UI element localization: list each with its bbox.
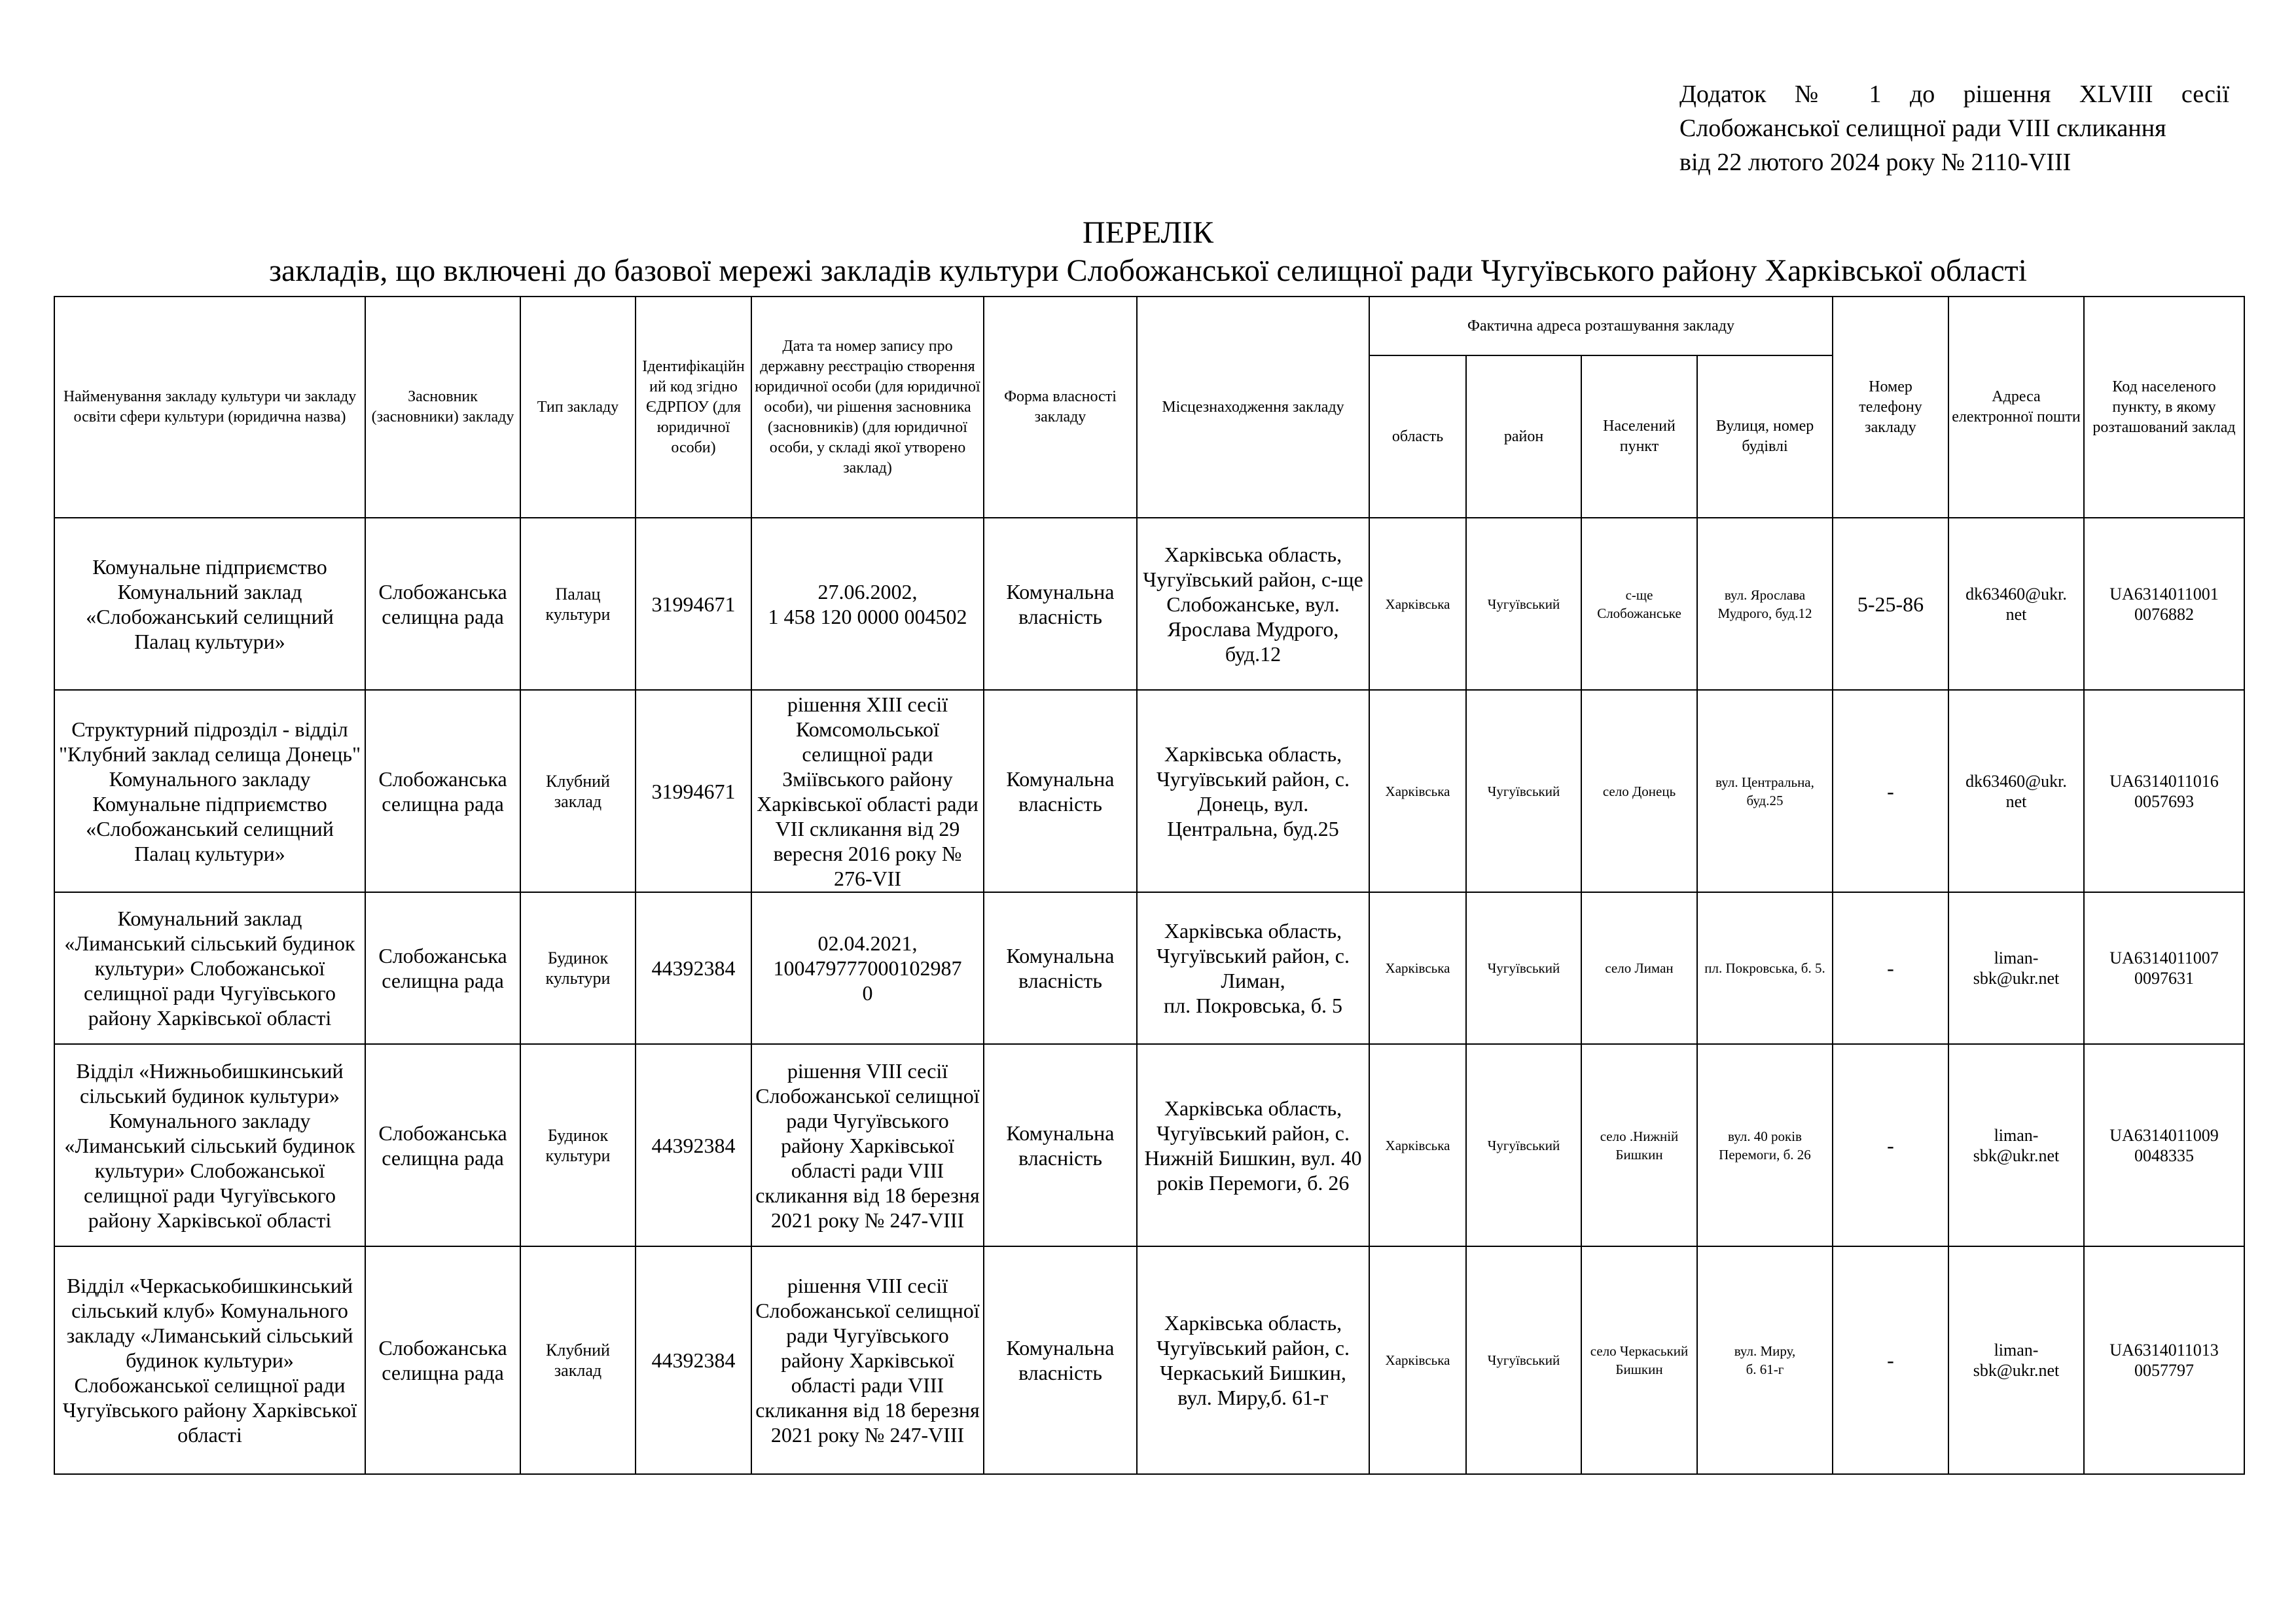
cell-name: Комунальний заклад «Лиманський сільський будинок культури» Слобожанської селищної ради Чугуївського району Харківської області <box>54 892 365 1044</box>
cell-edrpou: 44392384 <box>636 892 751 1044</box>
header-street: Вулиця, номер будівлі <box>1697 355 1833 518</box>
cell-founder: Слобожанська селищна рада <box>365 518 520 690</box>
cell-registry: 27.06.2002, 1 458 120 0000 004502 <box>751 518 984 690</box>
cell-name: Структурний підрозділ - відділ "Клубний заклад селища Донець" Комунального закладу Комунальне підприємство «Слобожанський селищний Палац культури» <box>54 690 365 892</box>
cell-ownership: Комунальна власність <box>984 518 1137 690</box>
cell-location: Харківська область, Чугуївський район, с. Лиман, пл. Покровська, б. 5 <box>1137 892 1369 1044</box>
cell-location: Харківська область, Чугуївський район, с. Нижній Бишкин, вул. 40 років Перемоги, б. 26 <box>1137 1044 1369 1246</box>
cell-district: Чугуївський <box>1466 1246 1581 1474</box>
cell-name: Комунальне підприємство Комунальний заклад «Слобожанський селищний Палац культури» <box>54 518 365 690</box>
header-name: Найменування закладу культури чи закладу освіти сфери культури (юридична назва) <box>54 297 365 518</box>
header-ownership: Форма власності закладу <box>984 297 1137 518</box>
cell-type: Палац культури <box>520 518 636 690</box>
cell-settlement: село .Нижній Бишкин <box>1581 1044 1697 1246</box>
cell-code: UA6314011013 0057797 <box>2084 1246 2244 1474</box>
cell-region: Харківська <box>1369 1246 1466 1474</box>
cell-phone: - <box>1833 690 1948 892</box>
cell-location: Харківська область, Чугуївський район, с-ще Слобожанське, вул. Ярослава Мудрого, буд.12 <box>1137 518 1369 690</box>
header-settlement: Населений пункт <box>1581 355 1697 518</box>
cell-region: Харківська <box>1369 892 1466 1044</box>
header-location: Місцезнаходження закладу <box>1137 297 1369 518</box>
document-title: ПЕРЕЛІК <box>1083 215 1213 250</box>
cell-ownership: Комунальна власність <box>984 1246 1137 1474</box>
cell-email: dk63460@ukr. net <box>1948 690 2084 892</box>
cell-district: Чугуївський <box>1466 690 1581 892</box>
annex-line-2: Слобожанської селищної ради VIII скликання <box>1679 115 2166 142</box>
cell-phone: - <box>1833 892 1948 1044</box>
institutions-table <box>54 296 2245 1475</box>
cell-founder: Слобожанська селищна рада <box>365 892 520 1044</box>
header-edrpou: Ідентифікаційний код згідно ЄДРПОУ (для юридичної особи) <box>636 297 751 518</box>
cell-email: liman- sbk@ukr.net <box>1948 892 2084 1044</box>
table-row <box>54 892 2244 1044</box>
cell-code: UA6314011001 0076882 <box>2084 518 2244 690</box>
cell-registry: рішення XIII сесії Комсомольської селищної ради Зміївського району Харківської області ради VII скликання від 29 вересня 2016 року № 276-VII <box>751 690 984 892</box>
cell-street: пл. Покровська, б. 5. <box>1697 892 1833 1044</box>
cell-settlement: с-ще Слобожанське <box>1581 518 1697 690</box>
cell-location: Харківська область, Чугуївський район, с. Черкаський Бишкин, вул. Миру,б. 61-г <box>1137 1246 1369 1474</box>
cell-founder: Слобожанська селищна рада <box>365 690 520 892</box>
cell-edrpou: 44392384 <box>636 1044 751 1246</box>
annex-line-3: від 22 лютого 2024 року № 2110-VIII <box>1679 149 2072 176</box>
cell-street: вул. Ярослава Мудрого, буд.12 <box>1697 518 1833 690</box>
cell-ownership: Комунальна власність <box>984 892 1137 1044</box>
cell-region: Харківська <box>1369 690 1466 892</box>
cell-type: Будинок культури <box>520 1044 636 1246</box>
cell-registry: 02.04.2021, 100479777000102987 0 <box>751 892 984 1044</box>
header-phone: Номер телефону закладу <box>1833 297 1948 518</box>
cell-code: UA6314011007 0097631 <box>2084 892 2244 1044</box>
header-type: Тип закладу <box>520 297 636 518</box>
cell-edrpou: 31994671 <box>636 690 751 892</box>
cell-name: Відділ «Черкаськобишкинський сільський клуб» Комунального закладу «Лиманський сільський будинок культури» Слобожанської селищної ради Чугуївського району Харківської області <box>54 1246 365 1474</box>
cell-code: UA6314011016 0057693 <box>2084 690 2244 892</box>
table-row <box>54 690 2244 892</box>
document-subtitle: закладів, що включені до базової мережі закладів культури Слобожанської селищної ради Чугуївського району Харківської області <box>269 253 2027 288</box>
header-district: район <box>1466 355 1581 518</box>
cell-settlement: село Донець <box>1581 690 1697 892</box>
cell-region: Харківська <box>1369 518 1466 690</box>
table-row <box>54 518 2244 690</box>
cell-code: UA6314011009 0048335 <box>2084 1044 2244 1246</box>
cell-phone: - <box>1833 1044 1948 1246</box>
cell-phone: 5-25-86 <box>1833 518 1948 690</box>
header-founder: Засновник (засновники) закладу <box>365 297 520 518</box>
cell-street: вул. Центральна, буд.25 <box>1697 690 1833 892</box>
cell-region: Харківська <box>1369 1044 1466 1246</box>
cell-street: вул. 40 років Перемоги, б. 26 <box>1697 1044 1833 1246</box>
cell-founder: Слобожанська селищна рада <box>365 1044 520 1246</box>
cell-email: liman- sbk@ukr.net <box>1948 1044 2084 1246</box>
header-actual-address: Фактична адреса розташування закладу <box>1369 297 1833 355</box>
annex-note <box>1679 77 2229 179</box>
cell-type: Клубний заклад <box>520 690 636 892</box>
cell-registry: рішення VIII сесії Слобожанської селищної ради Чугуївського району Харківської області ради VIII скликання від 18 березня 2021 року № 247-VIII <box>751 1246 984 1474</box>
cell-district: Чугуївський <box>1466 1044 1581 1246</box>
cell-name: Відділ «Нижньобишкинський сільський будинок культури» Комунального закладу «Лиманський сільський будинок культури» Слобожанської селищної ради Чугуївського району Харківської області <box>54 1044 365 1246</box>
cell-founder: Слобожанська селищна рада <box>365 1246 520 1474</box>
table-row <box>54 1246 2244 1474</box>
header-email: Адреса електронної пошти <box>1948 297 2084 518</box>
cell-type: Клубний заклад <box>520 1246 636 1474</box>
cell-phone: - <box>1833 1246 1948 1474</box>
cell-street: вул. Миру, б. 61-г <box>1697 1246 1833 1474</box>
cell-email: dk63460@ukr. net <box>1948 518 2084 690</box>
cell-type: Будинок культури <box>520 892 636 1044</box>
cell-edrpou: 44392384 <box>636 1246 751 1474</box>
cell-settlement: село Черкаський Бишкин <box>1581 1246 1697 1474</box>
header-registry: Дата та номер запису про державну реєстрацію створення юридичної особи (для юридичної особи), чи рішення засновника (засновників) (для юридичної особи, у складі якої утворено заклад) <box>751 297 984 518</box>
cell-district: Чугуївський <box>1466 518 1581 690</box>
cell-registry: рішення VIII сесії Слобожанської селищної ради Чугуївського району Харківської області ради VIII скликання від 18 березня 2021 року № 247-VIII <box>751 1044 984 1246</box>
table-row <box>54 1044 2244 1246</box>
cell-ownership: Комунальна власність <box>984 1044 1137 1246</box>
cell-edrpou: 31994671 <box>636 518 751 690</box>
header-code: Код населеного пункту, в якому розташований заклад <box>2084 297 2244 518</box>
annex-line-1: Додаток № 1 до рішення XLVIII сесії <box>1679 81 2229 108</box>
cell-district: Чугуївський <box>1466 892 1581 1044</box>
cell-settlement: село Лиман <box>1581 892 1697 1044</box>
cell-email: liman- sbk@ukr.net <box>1948 1246 2084 1474</box>
header-region: область <box>1369 355 1466 518</box>
cell-ownership: Комунальна власність <box>984 690 1137 892</box>
cell-location: Харківська область, Чугуївський район, с. Донець, вул. Центральна, буд.25 <box>1137 690 1369 892</box>
